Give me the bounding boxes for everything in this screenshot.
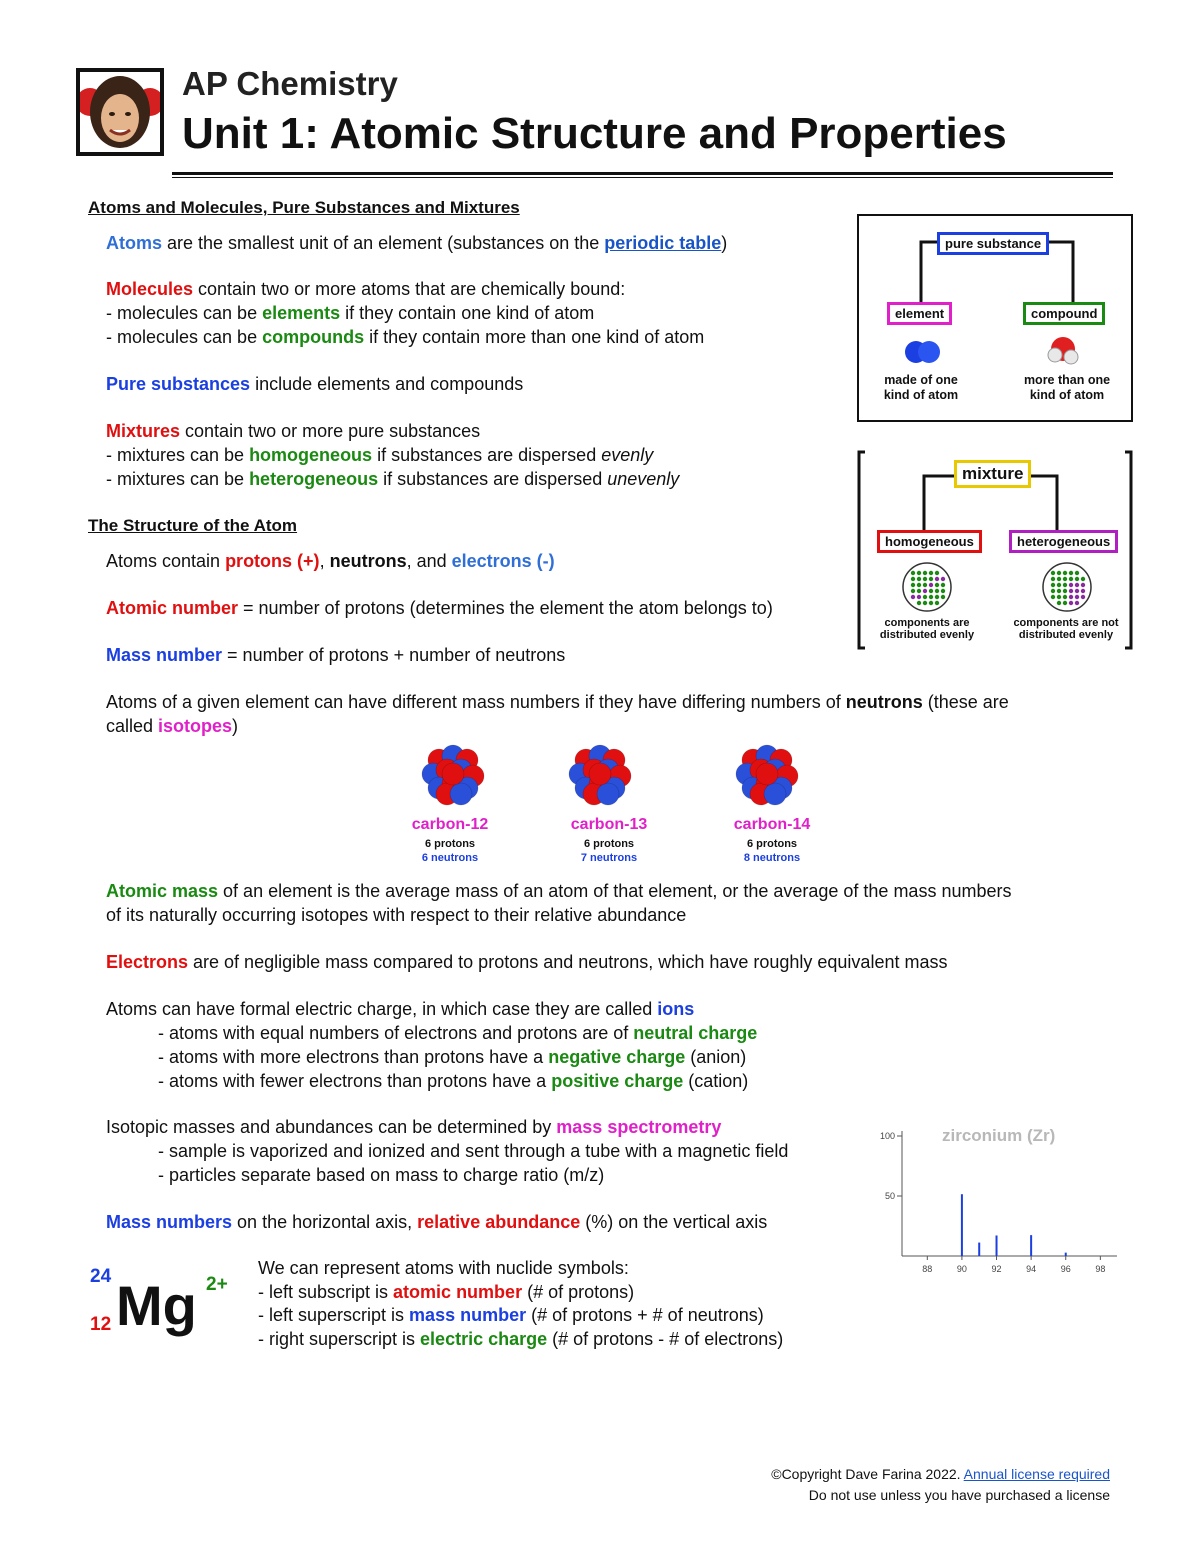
- nuclide-bullet-charge: [258, 1327, 783, 1351]
- nuclide-bullet-subscript: [258, 1280, 634, 1304]
- mixture-particle: [1075, 601, 1079, 605]
- mixture-particle: [929, 595, 933, 599]
- term-relative-abundance: relative abundance: [417, 1212, 581, 1232]
- x-tick-label: 92: [991, 1264, 1002, 1274]
- tag-mixture: mixture: [954, 460, 1031, 488]
- term-negative-charge: negative charge: [548, 1047, 686, 1067]
- copyright-text: ©Copyright Dave Farina 2022.: [771, 1466, 964, 1482]
- license-link[interactable]: Annual license required: [963, 1466, 1110, 1482]
- term-mass-numbers: Mass numbers: [106, 1212, 233, 1232]
- text: - atoms with equal numbers of electrons and protons are of: [158, 1023, 634, 1043]
- mixture-particle: [1063, 589, 1067, 593]
- x-tick-label: 88: [922, 1264, 933, 1274]
- periodic-table-link[interactable]: periodic table: [604, 233, 722, 253]
- text: Atoms of a given element can have different mass numbers if they have differing numbers of: [106, 692, 846, 712]
- neutron-ball: [764, 783, 786, 805]
- mixture-particle: [1081, 589, 1085, 593]
- neutron-ball: [450, 783, 472, 805]
- nuclide-bullet-superscript: [258, 1303, 764, 1327]
- mixture-particle: [923, 577, 927, 581]
- term-atomic-number: Atomic number: [106, 598, 239, 618]
- emphasis-evenly: evenly: [601, 445, 654, 465]
- text: ,: [319, 551, 330, 571]
- proton-ball: [756, 763, 778, 785]
- term-molecules: Molecules: [106, 279, 194, 299]
- term-electrons: electrons (-): [451, 551, 555, 571]
- tag-pure-substance: pure substance: [937, 232, 1049, 255]
- text: ): [232, 716, 239, 736]
- bullet-pre: - mixtures can be: [106, 469, 250, 489]
- isotope-protons: 6 protons: [583, 838, 635, 850]
- text: , and: [406, 551, 452, 571]
- mixtures-bullet-homogeneous: [106, 443, 653, 467]
- term-electrons-2: Electrons: [106, 952, 189, 972]
- isotope-protons: 6 protons: [424, 838, 476, 850]
- tag-homogeneous: homogeneous: [877, 530, 982, 553]
- caption-line: kind of atom: [1029, 388, 1105, 402]
- term-mass-spectrometry: mass spectrometry: [556, 1117, 722, 1137]
- mixture-particle: [935, 577, 939, 581]
- atoms-definition: [106, 231, 727, 255]
- nuclide-charge: 2+: [206, 1274, 228, 1295]
- mixture-particle: [917, 571, 921, 575]
- atomic-number-definition: [106, 596, 773, 620]
- molecules-definition: [106, 277, 625, 301]
- mixtures-bullet-heterogeneous: [106, 467, 679, 491]
- mixture-particle: [1057, 595, 1061, 599]
- mixture-particle: [941, 583, 945, 587]
- atoms-end: ): [721, 233, 728, 253]
- mixture-particle: [923, 583, 927, 587]
- mixture-particle: [1051, 571, 1055, 575]
- isotope-name: carbon-12: [411, 816, 489, 833]
- caption-line: components are: [884, 617, 970, 629]
- term-compounds: compounds: [262, 327, 365, 347]
- text: (these are: [922, 692, 1009, 712]
- mixture-particle: [923, 589, 927, 593]
- isotope-name: carbon-14: [733, 816, 811, 833]
- text: (# of protons + # of neutrons): [526, 1305, 764, 1325]
- ions-bullet-negative: [158, 1045, 746, 1069]
- neutron-ball: [597, 783, 619, 805]
- mixture-particle: [1063, 595, 1067, 599]
- term-homogeneous: homogeneous: [249, 445, 373, 465]
- element-caption: [865, 373, 977, 403]
- mixture-particle: [1057, 583, 1061, 587]
- nucleus-carbon-12: [422, 745, 484, 805]
- mixture-particle: [911, 589, 915, 593]
- term-neutrons-2: neutrons: [845, 692, 923, 712]
- bullet-mid: if substances are dispersed: [378, 469, 608, 489]
- text: called: [106, 716, 159, 736]
- mixture-particle: [1057, 571, 1061, 575]
- term-neutral-charge: neutral charge: [633, 1023, 758, 1043]
- term-ions: ions: [657, 999, 695, 1019]
- term-atomic-mass: Atomic mass: [106, 881, 219, 901]
- header-rule: [172, 172, 1113, 175]
- caption-line: made of one: [884, 373, 958, 387]
- mass-spec-bullet-1: - sample is vaporized and ionized and sent through a tube with a magnetic field: [158, 1141, 789, 1161]
- header-rule-thin: [172, 177, 1113, 178]
- mixtures-text: contain two or more pure substances: [180, 421, 481, 441]
- mixture-particle: [917, 589, 921, 593]
- molecules-bullet-compounds: [106, 325, 704, 349]
- term-atomic-number-2: atomic number: [393, 1282, 523, 1302]
- ions-bullet-neutral: [158, 1021, 757, 1045]
- term-elements: elements: [262, 303, 341, 323]
- term-mixtures: Mixtures: [106, 421, 181, 441]
- nuclide-element-symbol: Mg: [116, 1274, 197, 1337]
- y-tick-label: 50: [884, 1191, 895, 1201]
- isotope-neutrons: 6 neutrons: [421, 852, 479, 864]
- text: Isotopic masses and abundances can be determined by: [106, 1117, 557, 1137]
- mixture-particle: [917, 577, 921, 581]
- x-tick-label: 90: [956, 1264, 967, 1274]
- bullet-pre: - molecules can be: [106, 303, 263, 323]
- mixture-diagram: [857, 450, 1133, 650]
- mixture-particle: [1057, 589, 1061, 593]
- bullet-pre: - molecules can be: [106, 327, 263, 347]
- atomic-mass-line-1: [106, 879, 1011, 903]
- mixture-particle: [1069, 583, 1073, 587]
- mixture-particle: [1063, 577, 1067, 581]
- mixture-particle: [1051, 577, 1055, 581]
- mixture-particle: [1075, 589, 1079, 593]
- mixture-particle: [1057, 577, 1061, 581]
- mixtures-definition: [106, 419, 480, 443]
- term-isotopes: isotopes: [158, 716, 233, 736]
- electrons-definition: [106, 950, 947, 974]
- text: (# of protons): [522, 1282, 635, 1302]
- nucleus-carbon-14: [736, 745, 798, 805]
- bullet-mid: if substances are dispersed: [372, 445, 602, 465]
- mixture-particle: [917, 601, 921, 605]
- mixture-particle: [911, 571, 915, 575]
- mixture-particle: [929, 601, 933, 605]
- caption-line: distributed evenly: [1018, 629, 1114, 641]
- atoms-contain-line: [106, 549, 555, 573]
- mixture-particle: [911, 583, 915, 587]
- mixture-particle: [935, 583, 939, 587]
- mixture-particle: [917, 595, 921, 599]
- text: Atoms can have formal electric charge, in which case they are called: [106, 999, 658, 1019]
- mixture-particle: [1075, 595, 1079, 599]
- term-mass-number: Mass number: [106, 645, 223, 665]
- nuclide-intro: We can represent atoms with nuclide symbols:: [258, 1258, 629, 1278]
- heterogeneous-caption: [999, 617, 1133, 641]
- mixture-particle: [929, 571, 933, 575]
- mixture-particle: [1051, 589, 1055, 593]
- mass-spec-line: [106, 1115, 721, 1139]
- pure-text: include elements and compounds: [250, 374, 524, 394]
- nucleus-carbon-13: [569, 745, 631, 805]
- mixture-particle: [911, 577, 915, 581]
- mass-spectrum-chart: [862, 1116, 1124, 1278]
- mixture-particle: [923, 601, 927, 605]
- caption-line: more than one: [1023, 373, 1111, 387]
- homogeneous-caption: [863, 617, 991, 641]
- compound-caption: [1009, 373, 1125, 403]
- mixture-particle: [941, 589, 945, 593]
- mixture-particle: [1069, 589, 1073, 593]
- footer-notice: Do not use unless you have purchased a license: [808, 1487, 1110, 1503]
- isotopes-line-2: [106, 714, 238, 738]
- text: Atoms contain: [106, 551, 226, 571]
- y-tick-label: 100: [879, 1131, 895, 1141]
- term-heterogeneous: heterogeneous: [249, 469, 379, 489]
- text: of an element is the average mass of an atom of that element, or the average of the mass numbers: [218, 881, 1012, 901]
- molecules-text: contain two or more atoms that are chemically bound:: [193, 279, 626, 299]
- mixture-particle: [1081, 595, 1085, 599]
- tag-heterogeneous: heterogeneous: [1009, 530, 1118, 553]
- text: on the horizontal axis,: [232, 1212, 418, 1232]
- term-mass-number-2: mass number: [409, 1305, 527, 1325]
- nuclide-mass-number: 24: [90, 1266, 112, 1287]
- bullet-post: if they contain more than one kind of atom: [364, 327, 705, 347]
- mixture-particle: [941, 577, 945, 581]
- text: - atoms with fewer electrons than protons have a: [158, 1071, 552, 1091]
- emphasis-unevenly: unevenly: [607, 469, 680, 489]
- footer-copyright: [771, 1466, 1110, 1482]
- chart-title: zirconium (Zr): [942, 1126, 1056, 1145]
- mass-spec-bullet-2: - particles separate based on mass to charge ratio (m/z): [158, 1165, 605, 1185]
- mixture-particle: [929, 589, 933, 593]
- proton-ball: [589, 763, 611, 785]
- mixture-particle: [911, 595, 915, 599]
- term-electric-charge: electric charge: [420, 1329, 548, 1349]
- section-heading-atoms-molecules: Atoms and Molecules, Pure Substances and Mixtures: [88, 198, 520, 217]
- term-atoms: Atoms: [106, 233, 163, 253]
- x-tick-label: 96: [1060, 1264, 1071, 1274]
- section-heading-structure: The Structure of the Atom: [88, 516, 298, 535]
- mixture-particle: [935, 595, 939, 599]
- mixture-particle: [929, 583, 933, 587]
- ions-definition: [106, 997, 694, 1021]
- isotope-neutrons: 7 neutrons: [580, 852, 638, 864]
- term-protons: protons (+): [225, 551, 320, 571]
- mixture-particle: [1081, 577, 1085, 581]
- tag-compound: compound: [1023, 302, 1105, 325]
- mixture-particle: [923, 571, 927, 575]
- text: are of negligible mass compared to protons and neutrons, which have roughly equivalent mass: [188, 952, 948, 972]
- pure-substances-definition: [106, 372, 523, 396]
- mixture-particle: [935, 589, 939, 593]
- term-positive-charge: positive charge: [551, 1071, 684, 1091]
- mixture-particle: [935, 601, 939, 605]
- mixture-particle: [929, 577, 933, 581]
- mixture-particle: [1075, 583, 1079, 587]
- text: (# of protons - # of electrons): [547, 1329, 784, 1349]
- nuclide-atomic-number: 12: [90, 1314, 112, 1335]
- page-subtitle: AP Chemistry: [182, 65, 398, 102]
- mixture-particle: [1075, 571, 1079, 575]
- term-neutrons: neutrons: [329, 551, 407, 571]
- bullet-post: if they contain one kind of atom: [340, 303, 595, 323]
- bullet-pre: - mixtures can be: [106, 445, 250, 465]
- proton-ball: [442, 763, 464, 785]
- mixture-particle: [941, 595, 945, 599]
- mixture-particle: [1069, 601, 1073, 605]
- text: = number of protons + number of neutrons: [222, 645, 566, 665]
- isotope-protons: 6 protons: [746, 838, 798, 850]
- atomic-mass-line-2: of its naturally occurring isotopes with respect to their relative abundance: [106, 905, 687, 925]
- x-tick-label: 94: [1026, 1264, 1037, 1274]
- text: (cation): [683, 1071, 749, 1091]
- mixture-particle: [1063, 571, 1067, 575]
- nuclide-symbol: [88, 1266, 238, 1346]
- atoms-text: are the smallest unit of an element (substances on the: [162, 233, 605, 253]
- mixture-particle: [1057, 601, 1061, 605]
- mass-number-definition: [106, 643, 565, 667]
- tag-element: element: [887, 302, 952, 325]
- molecules-bullet-elements: [106, 301, 594, 325]
- mixture-particle: [1063, 583, 1067, 587]
- ions-bullet-positive: [158, 1069, 748, 1093]
- text: = number of protons (determines the element the atom belongs to): [238, 598, 773, 618]
- mixture-particle: [917, 583, 921, 587]
- mixture-particle: [935, 571, 939, 575]
- mixture-particle: [1075, 577, 1079, 581]
- caption-line: components are not: [1013, 617, 1119, 629]
- caption-line: kind of atom: [883, 388, 959, 402]
- text: - left subscript is: [258, 1282, 394, 1302]
- isotope-neutrons: 8 neutrons: [743, 852, 801, 864]
- mixture-particle: [1051, 583, 1055, 587]
- mixture-particle: [1081, 583, 1085, 587]
- text: - right superscript is: [258, 1329, 421, 1349]
- mixture-particle: [1069, 595, 1073, 599]
- mixture-particle: [1069, 571, 1073, 575]
- page-title: Unit 1: Atomic Structure and Properties: [182, 109, 1007, 158]
- text: (anion): [685, 1047, 747, 1067]
- mixture-particle: [1051, 595, 1055, 599]
- isotope-nuclei: [410, 740, 830, 812]
- axis-description: [106, 1210, 767, 1234]
- mixture-particle: [1069, 577, 1073, 581]
- mixture-particle: [1063, 601, 1067, 605]
- mixture-particle: [923, 595, 927, 599]
- caption-line: distributed evenly: [879, 629, 975, 641]
- isotopes-line-1: [106, 690, 1009, 714]
- author-avatar: [76, 68, 164, 156]
- x-tick-label: 98: [1095, 1264, 1106, 1274]
- text: - atoms with more electrons than protons have a: [158, 1047, 549, 1067]
- text: - left superscript is: [258, 1305, 410, 1325]
- term-pure-substances: Pure substances: [106, 374, 251, 394]
- pure-substance-diagram: [857, 214, 1133, 422]
- text: (%) on the vertical axis: [580, 1212, 768, 1232]
- isotope-name: carbon-13: [570, 816, 648, 833]
